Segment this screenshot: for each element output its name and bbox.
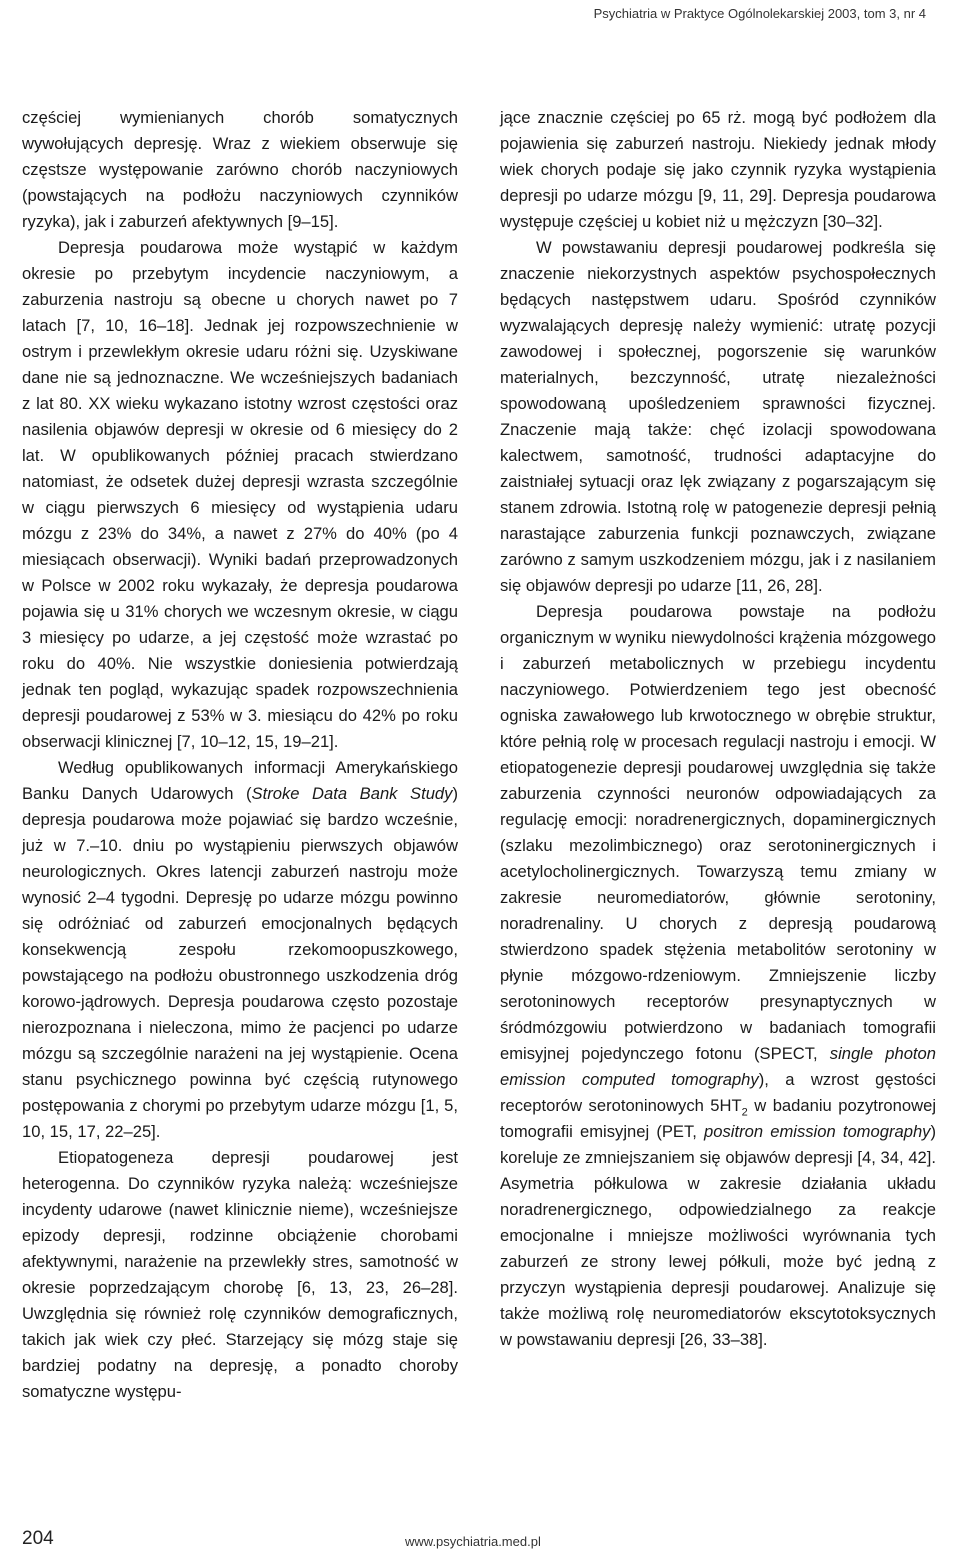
text-run: Depresja poudarowa powstaje na podłożu organicznym w wyniku niewydolności krążenia mózgowego i zaburzeń metabolicznych w przebiegu incydentu naczyniowego. Potwierdzeniem tego jest obecność ogniska zawałowego lub krwotocznego w obrębie struktur, które pełnią rolę w procesach regulacji nastroju i emocji. W etiopatogenezie depresji poudarowej uwzględnia się także zaburzenia czynności neuronów odpowiadających za regulację emocji: noradrenergicznych, dopaminergicznych (szlaku mezolimbicznego) oraz serotoninergicznych i acetylocholinergicznych. Towarzyszą temu zmiany w zakresie neuromediatorów, głównie serotoniny, noradrenaliny. U chorych z depresją poudarową stwierdzono spadek stężenia metabolitów serotoniny w płynie mózgowo-rdzeniowym. Zmniejszenie liczby serotoninowych receptorów presynaptycznych w śródmózgowiu potwierdzono w badaniach tomografii emisyjnej pojedynczego fotonu (SPECT, [500, 602, 936, 1063]
left-column [22, 105, 458, 1405]
paragraph: jące znacznie częściej po 65 rż. mogą być podłożem dla pojawienia się zaburzeń nastroju. Niekiedy jednak młody wiek chorych podaje się jako czynnik ryzyka wystąpienia depresji po udarze mózgu [9, 11, 29]. Depresja poudarowa występuje częściej u kobiet niż u mężczyzn [30–32]. [500, 108, 936, 231]
subscript: 2 [741, 1106, 748, 1119]
text-run: Według opublikowanych informacji Amerykańskiego Banku Danych Udarowych ( [22, 758, 458, 803]
page-number: 204 [22, 1528, 54, 1549]
text-run: ) depresja poudarowa może pojawiać się bardzo wcześnie, już w 7.–10. dniu po wystąpieniu pierwszych objawów neurologicznych. Okres latencji zaburzeń nastroju może wynosić 2–4 tygodni. Depresję po udarze mózgu powinno się odróżniać od zaburzeń emocjonalnych będących konsekwencją zespołu rzekomoopuszkowego, powstającego na podłożu obustronnego uszkodzenia dróg korowo-jądrowych. Depresja poudarowa często pozostaje nierozpoznana i nieleczona, mimo że pacjenci po udarze mózgu są szczególnie narażeni na jej wystąpienie. Ocena stanu psychicznego powinna być częścią rutynowego postępowania z chorymi po przebytym udarze mózgu [1, 5, 10, 15, 17, 22–25]. [22, 784, 458, 1141]
paragraph: częściej wymienianych chorób somatycznych wywołujących depresję. Wraz z wiekiem obserwuje się częstsze występowanie zarówno chorób naczyniowych (powstających na podłożu naczyniowych czynników ryzyka), jak i zaburzeń afektywnych [9–15]. [22, 108, 458, 231]
right-column [500, 105, 936, 1353]
paragraph: W powstawaniu depresji poudarowej podkreśla się znaczenie niekorzystnych aspektów psychospołecznych będących następstwem udaru. Spośród czynników wyzwalających depresję należy wymienić: utratę pozycji zawodowej i społecznej, pogorszenie się warunków materialnych, bezczynność, utratę niezależności spowodowaną upośledzeniem sprawności fizycznej. Znaczenie mają także: chęć izolacji spowodowana kalectwem, samotność, trudności adaptacyjne do zaistniałej sytuacji oraz lęk związany z pogarszającym się stanem zdrowia. Istotną rolę w patogenezie depresji pełnią narastające zaburzenia funkcji poznawczych, związane zarówno z samym uszkodzeniem mózgu, jak i z nasilaniem się objawów depresji po udarze [11, 26, 28]. [500, 238, 936, 595]
text-run: ) koreluje ze zmniejszaniem się objawów depresji [4, 34, 42]. Asymetria półkulowa w zakresie działania układu noradrenergicznego, odpowiedzialnego za reakcje emocjonalne i mniejsze możliwości wyrównania tych zaburzeń ze strony lewej półkuli, może być jedną z przyczyn wystąpienia depresji poudarowej. Analizuje się także możliwą rolę neuromediatorów ekscytotoksycznych w powstawaniu depresji [26, 33–38]. [500, 1122, 936, 1349]
paragraph: Depresja poudarowa może wystąpić w każdym okresie po przebytym incydencie naczyniowym, a zaburzenia nastroju są obecne u chorych nawet po 7 latach [7, 10, 16–18]. Jednak jej rozpowszechnienie w ostrym i przewlekłym okresie udaru różni się. Uzyskiwane dane nie są jednoznaczne. We wcześniejszych badaniach z lat 80. XX wieku wykazano istotny wzrost częstości oraz nasilenia objawów depresji w okresie od 6 miesięcy do 2 lat. W opublikowanych później pracach stwierdzano natomiast, że odsetek dużej depresji wzrasta szczególnie w ciągu pierwszych 6 miesięcy od wystąpienia udaru mózgu z 23% do 34%, a nawet z 27% do 40% (po 4 miesiącach obserwacji). Wyniki badań przeprowadzonych w Polsce w 2002 roku wykazały, że depresja poudarowa pojawia się u 31% chorych we wczesnym okresie, w ciągu 3 miesięcy po udarze, a jej częstość może wzrastać po roku do 40%. Nie wszystkie doniesienia potwierdzają jednak ten pogląd, wykazując spadek rozpowszechnienia depresji poudarowej z 53% w 3. miesiącu do 42% po roku obserwacji klinicznej [7, 10–12, 15, 19–21]. [22, 238, 458, 751]
italic-term: Stroke Data Bank Study [251, 784, 453, 803]
paragraph: Etiopatogeneza depresji poudarowej jest heterogenna. Do czynników ryzyka należą: wcześniejsze incydenty udarowe (nawet klinicznie nieme), wcześniejsze epizody depresji, rodzinne obciążenie chorobami afektywnymi, narażenie na przewlekły stres, samotność w okresie poprzedzającym chorobę [6, 13, 23, 26–28]. Uwzględnia się również rolę czynników demograficznych, takich jak wiek czy płeć. Starzejący się mózg staje się bardziej podatny na depresję, a ponadto choroby somatyczne występu- [22, 1148, 458, 1401]
paragraph [22, 755, 458, 1145]
text-run: w badaniu pozytronowej tomografii emisyjnej (PET, [500, 1096, 937, 1141]
italic-term: single photon emission computed tomography [500, 1044, 936, 1089]
italic-term: positron emission tomography [704, 1122, 931, 1141]
paragraph [500, 599, 936, 1353]
footer-url[interactable]: www.psychiatria.med.pl [405, 1534, 541, 1549]
text-run: ), a wzrost gęstości receptorów serotoninowych 5HT [500, 1070, 936, 1115]
running-head: Psychiatria w Praktyce Ogólnolekarskiej 2003, tom 3, nr 4 [593, 6, 926, 21]
